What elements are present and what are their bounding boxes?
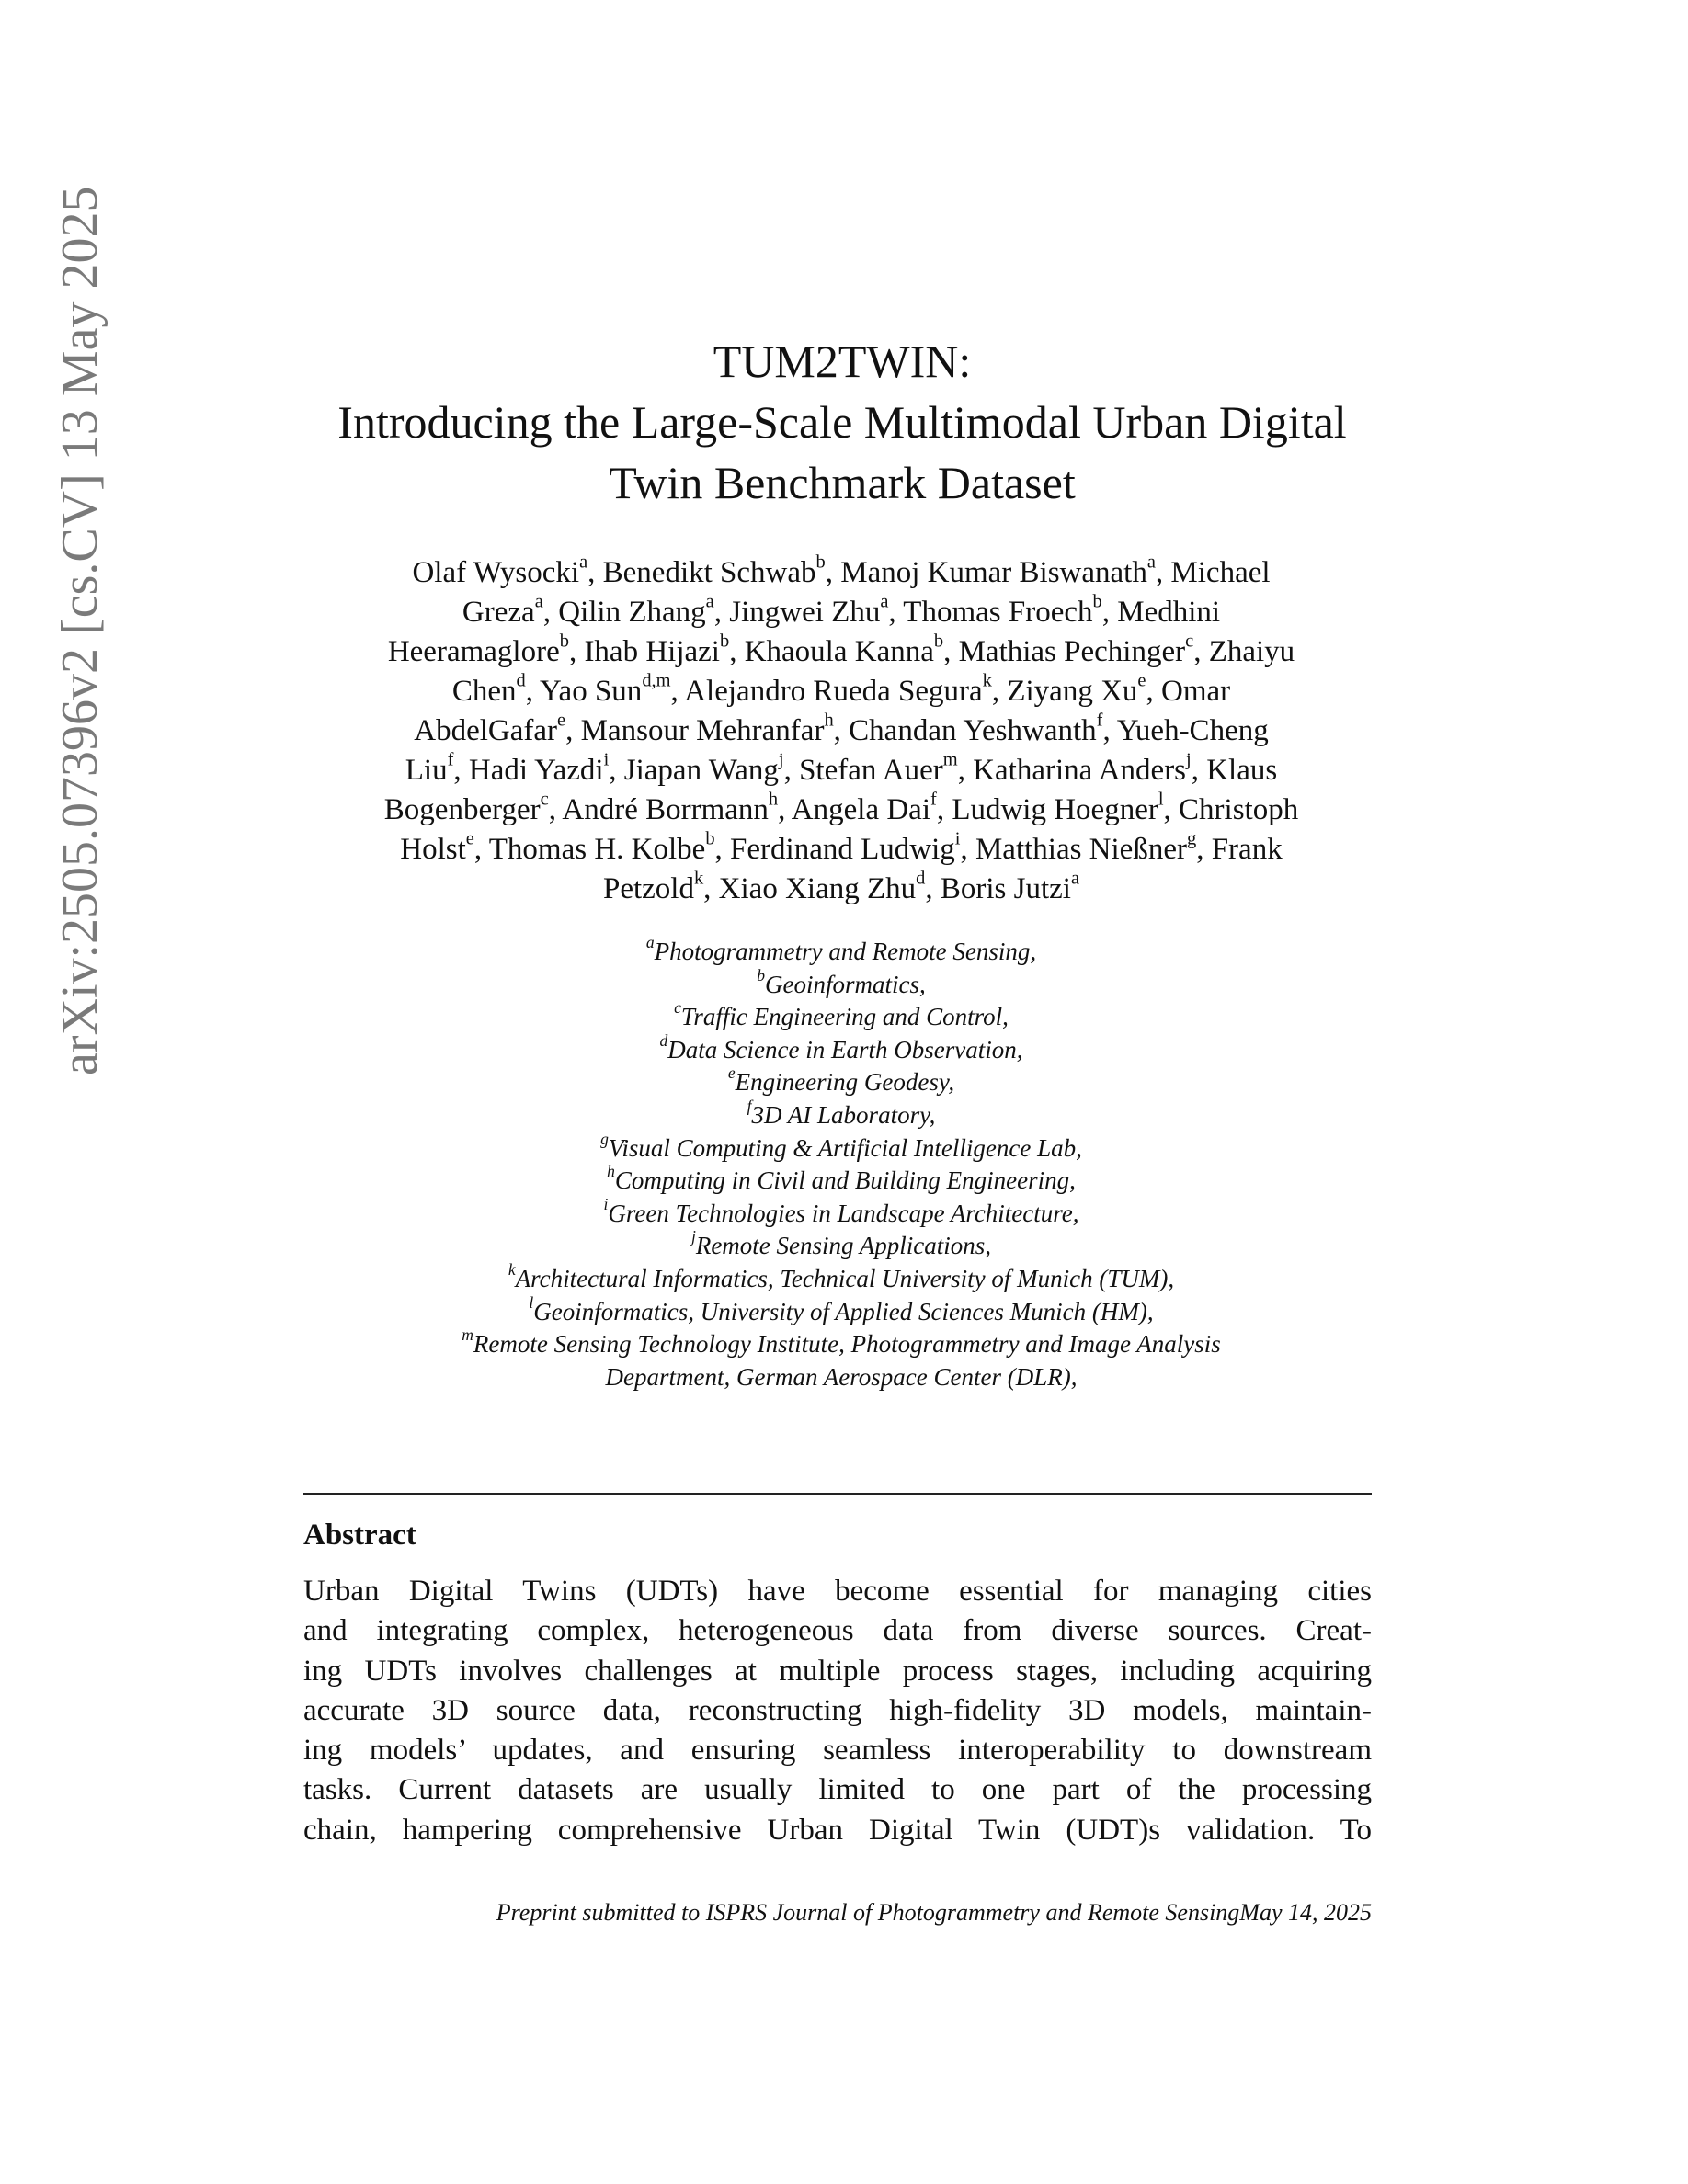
affiliation-marker: c	[674, 998, 681, 1018]
author-name: , Mathias Pechinger	[943, 635, 1186, 668]
author-name: , Ziyang Xu	[991, 675, 1138, 708]
author-affiliation-marker: f	[930, 789, 937, 810]
author-name: , André Borrmann	[548, 793, 769, 826]
author-name: , Zhaiyu	[1193, 635, 1295, 668]
title-line-3: Twin Benchmark Dataset	[609, 457, 1076, 508]
author-affiliation-marker: m	[942, 749, 958, 770]
author-name: , Thomas H. Kolbe	[473, 833, 706, 866]
affiliation-text: Data Science in Earth Observation,	[667, 1035, 1023, 1064]
author-name: AbdelGafar	[414, 714, 558, 747]
paper-title	[302, 331, 1383, 513]
affiliation-line	[276, 1292, 1407, 1329]
affiliation-marker: k	[508, 1259, 516, 1279]
author-name: Greza	[462, 596, 535, 629]
author-name: , Khaoula Kanna	[729, 635, 934, 668]
abstract-line: and integrating complex, heterogeneous data from diverse sources. Creat-	[303, 1614, 1372, 1648]
affiliation-marker: e	[727, 1064, 736, 1083]
affiliation-text: Traffic Engineering and Control,	[680, 1003, 1009, 1031]
abstract-line: accurate 3D source data, reconstructing high-fidelity 3D models, maintain-	[303, 1693, 1372, 1727]
author-line	[294, 830, 1388, 870]
affiliation-text: Geoinformatics, University of Applied Sciences Munich (HM),	[533, 1297, 1154, 1325]
affiliation-marker: g	[600, 1129, 609, 1148]
affiliation-marker: f	[747, 1096, 752, 1115]
author-affiliation-marker: j	[778, 749, 784, 770]
affiliation-marker: d	[659, 1030, 668, 1050]
author-name: , Manoj Kumar Biswanath	[825, 556, 1147, 589]
abstract-line: ing models’ updates, and ensuring seamless interoperability to downstream	[303, 1734, 1372, 1768]
author-name: Liu	[405, 754, 448, 787]
affiliation-text: Remote Sensing Applications,	[695, 1232, 992, 1260]
author-affiliation-marker: e	[465, 828, 474, 849]
author-affiliation-marker: h	[824, 710, 834, 731]
affiliation-text: Remote Sensing Technology Institute, Photogrammetry and Image Analysis	[473, 1330, 1221, 1359]
author-name: , Michael	[1155, 556, 1271, 589]
author-line	[294, 711, 1388, 751]
author-line	[294, 791, 1388, 830]
author-affiliation-marker: b	[559, 631, 569, 652]
author-affiliation-marker: a	[705, 591, 714, 612]
author-affiliation-marker: a	[1070, 868, 1080, 889]
author-affiliation-marker: l	[1158, 789, 1164, 810]
affiliation-line	[276, 998, 1407, 1034]
author-affiliation-marker: a	[1146, 552, 1156, 573]
affiliation-text: Department, German Aerospace Center (DLR),	[605, 1362, 1078, 1391]
affiliation-line	[276, 1162, 1407, 1198]
author-name: Heeramaglore	[387, 635, 560, 668]
affiliation-text: Geoinformatics,	[765, 970, 926, 998]
author-affiliation-marker: b	[933, 631, 944, 652]
affiliation-marker: a	[645, 932, 655, 951]
author-line	[294, 870, 1388, 909]
author-name: , Yueh-Cheng	[1102, 714, 1269, 747]
author-affiliation-marker: i	[954, 828, 961, 849]
title-line-1: TUM2TWIN:	[713, 336, 972, 387]
author-name: Holst	[400, 833, 466, 866]
author-name: , Hadi Yazdi	[453, 754, 604, 787]
author-line	[294, 593, 1388, 632]
author-name: Bogenberger	[383, 793, 541, 826]
affiliation-line	[276, 965, 1407, 1002]
author-name: , Christoph	[1163, 793, 1299, 826]
affiliation-line	[276, 1325, 1407, 1361]
affiliation-line	[276, 1066, 1407, 1099]
author-name: Olaf Wysocki	[412, 556, 580, 589]
affiliation-text: Visual Computing & Artificial Intelligence Lab,	[608, 1133, 1082, 1162]
author-affiliation-marker: c	[1185, 631, 1194, 652]
author-affiliation-marker: c	[540, 789, 549, 810]
affiliation-line	[276, 1194, 1407, 1231]
affiliation-marker: j	[690, 1227, 696, 1246]
author-affiliation-marker: b	[705, 828, 715, 849]
author-name: , Stefan Auer	[783, 754, 943, 787]
author-affiliation-marker: d	[916, 868, 926, 889]
author-name: , Medhini	[1101, 596, 1221, 629]
abstract-line: chain, hampering comprehensive Urban Digital Twin (UDT)s validation. To	[303, 1813, 1372, 1847]
author-affiliation-marker: b	[815, 552, 826, 573]
affiliation-marker: m	[462, 1325, 473, 1344]
author-name: , Xiao Xiang Zhu	[703, 872, 917, 905]
author-name: , Yao Sun	[525, 675, 643, 708]
title-line-2: Introducing the Large-Scale Multimodal Urban Digital	[337, 396, 1347, 448]
affiliation-line	[276, 1030, 1407, 1067]
author-affiliation-marker: a	[880, 591, 889, 612]
author-affiliation-marker: i	[603, 749, 610, 770]
author-name: , Matthias Nießner	[960, 833, 1187, 866]
author-affiliation-marker: a	[579, 552, 588, 573]
author-affiliation-marker: k	[982, 670, 992, 691]
affiliation-marker: l	[529, 1292, 534, 1312]
abstract-heading: Abstract	[303, 1519, 416, 1552]
author-name: , Angela Dai	[778, 793, 930, 826]
author-name: Chen	[451, 675, 517, 708]
affiliation-list	[276, 932, 1407, 1393]
author-name: , Thomas Froech	[888, 596, 1093, 629]
affiliation-text: Computing in Civil and Building Engineering,	[614, 1166, 1076, 1195]
author-list	[294, 553, 1388, 909]
author-affiliation-marker: e	[1137, 670, 1146, 691]
author-name: , Ferdinand Ludwig	[714, 833, 955, 866]
affiliation-marker: h	[607, 1162, 615, 1180]
affiliation-text: Photogrammetry and Remote Sensing,	[654, 938, 1037, 965]
author-name: , Qilin Zhang	[542, 596, 706, 629]
affiliation-marker: i	[603, 1194, 609, 1213]
author-name: , Klaus	[1191, 754, 1278, 787]
author-name: , Boris Jutzi	[925, 872, 1071, 905]
abstract-rule	[303, 1493, 1372, 1495]
author-name: , Katharina Anders	[957, 754, 1187, 787]
author-name: , Chandan Yeshwanth	[833, 714, 1097, 747]
author-affiliation-marker: f	[1096, 710, 1103, 731]
affiliation-text: 3D AI Laboratory,	[751, 1100, 936, 1129]
preprint-footer: Preprint submitted to ISPRS Journal of Photogrammetry and Remote SensingMay 14, 2025	[496, 1899, 1372, 1926]
arxiv-side-stamp: arXiv:2505.07396v2 [cs.CV] 13 May 2025	[51, 186, 108, 1075]
author-name: , Ihab Hijazi	[568, 635, 720, 668]
author-affiliation-marker: g	[1186, 828, 1197, 849]
author-name: , Jiapan Wang	[609, 754, 779, 787]
affiliation-line	[276, 1227, 1407, 1263]
author-affiliation-marker: j	[1186, 749, 1192, 770]
author-name: , Omar	[1146, 675, 1231, 708]
affiliation-text: Green Technologies in Landscape Architecture,	[608, 1199, 1079, 1227]
author-line	[294, 751, 1388, 791]
author-name: , Frank	[1196, 833, 1283, 866]
author-affiliation-marker: f	[447, 749, 454, 770]
author-name: , Ludwig Hoegner	[936, 793, 1158, 826]
abstract-line: tasks. Current datasets are usually limited to one part of the processing	[303, 1773, 1372, 1807]
abstract-body	[303, 1572, 1372, 1850]
author-line	[294, 553, 1388, 593]
author-line	[294, 672, 1388, 711]
author-name: , Mansour Mehranfar	[565, 714, 825, 747]
affiliation-line	[276, 932, 1407, 969]
author-affiliation-marker: b	[1092, 591, 1102, 612]
abstract-line: Urban Digital Twins (UDTs) have become essential for managing cities	[303, 1575, 1372, 1608]
affiliation-marker: b	[757, 965, 765, 984]
affiliation-line	[276, 1096, 1407, 1132]
author-name: , Benedikt Schwab	[587, 556, 816, 589]
author-name: , Alejandro Rueda Segura	[670, 675, 983, 708]
author-affiliation-marker: e	[557, 710, 566, 731]
author-affiliation-marker: b	[719, 631, 730, 652]
abstract-line: ing UDTs involves challenges at multiple process stages, including acquiring	[303, 1654, 1372, 1688]
author-affiliation-marker: a	[534, 591, 543, 612]
author-affiliation-marker: d	[516, 670, 526, 691]
affiliation-line	[276, 1259, 1407, 1296]
author-name: Petzold	[602, 872, 694, 905]
author-line	[294, 632, 1388, 672]
author-affiliation-marker: k	[693, 868, 704, 889]
author-name: , Jingwei Zhu	[713, 596, 881, 629]
affiliation-line	[276, 1361, 1407, 1394]
affiliation-text: Engineering Geodesy,	[735, 1068, 955, 1097]
author-affiliation-marker: d,m	[642, 670, 671, 691]
affiliation-text: Architectural Informatics, Technical University of Munich (TUM),	[515, 1264, 1175, 1292]
affiliation-line	[276, 1129, 1407, 1166]
author-affiliation-marker: h	[768, 789, 779, 810]
